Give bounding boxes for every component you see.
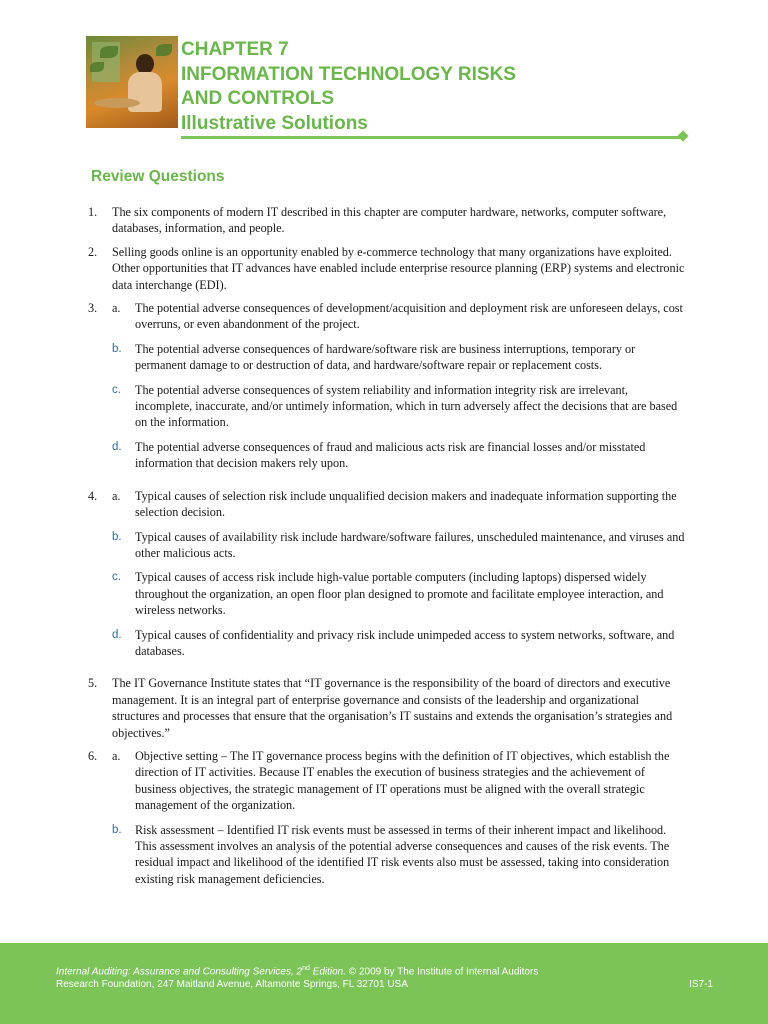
question-4 (88, 488, 688, 660)
copyright-text: © 2009 by The Institute of Internal Auditors (346, 966, 539, 978)
sub-text: Typical causes of selection risk include unqualified decision makers and inadequate information supporting the selection decision. (135, 488, 677, 520)
sub-text: Objective setting – The IT governance process begins with the definition of IT objectives, which establish the direction of IT activities. Because IT enables the execution of business strategies and the achievement of business objectives, the strategic management of IT operations must be aligned with the overall strategic management of the organization. (135, 748, 670, 813)
footer-citation (56, 965, 538, 977)
chapter-name-line-1: INFORMATION TECHNOLOGY RISKS (181, 63, 516, 85)
sub-text: The potential adverse consequences of fraud and malicious acts risk are financial losses and/or misstated information that decision makers rely upon. (135, 439, 646, 471)
chapter-subtitle: Illustrative Solutions (181, 112, 368, 134)
sub-label: b. (112, 530, 122, 543)
section-heading: Review Questions (91, 168, 225, 185)
question-3 (88, 300, 688, 472)
question-number: 5. (88, 676, 98, 691)
edition-word: Edition. (309, 966, 347, 978)
sub-label: b. (112, 823, 122, 836)
sub-answer (112, 822, 688, 888)
sub-label: a. (112, 488, 121, 503)
sub-label: a. (112, 748, 121, 763)
questions-list (88, 204, 688, 894)
sub-answer (112, 341, 688, 374)
sub-text: Risk assessment – Identified IT risk events must be assessed in terms of their inherent impact and likelihood. This assessment involves an analysis of the potential adverse consequences and causes of the risk events. The residual impact and likelihood of the identified IT risk events also must be assessed, taking into consideration existing risk management deficiencies. (135, 822, 670, 886)
sub-label: d. (112, 628, 122, 641)
sub-answer (112, 300, 688, 333)
sub-text: Typical causes of access risk include high-value portable computers (including laptops) dispersed widely throughout the organization, an open floor plan designed to promote and facilitate employee interaction, and wireless networks. (135, 570, 664, 618)
page-footer (0, 943, 768, 1024)
sub-text: The potential adverse consequences of development/acquisition and deployment risk are unforeseen delays, cost overruns, or even abandonment of the project. (135, 301, 683, 332)
sub-text: Typical causes of confidentiality and privacy risk include unimpeded access to system networks, software, and databases. (135, 627, 675, 658)
sub-answer (112, 569, 688, 618)
question-2 (88, 244, 688, 293)
chapter-title (181, 38, 516, 136)
sub-answer (112, 382, 688, 431)
sub-label: c. (112, 383, 121, 396)
header-divider (181, 136, 681, 139)
question-text: The IT Governance Institute states that “IT governance is the responsibility of the board of directors and executive management. It is an integral part of enterprise governance and consists of the leadership and organizational structures and processes that ensure that the organisation’s IT sustains and extends the organisation’s strategies and objectives.” (112, 676, 673, 740)
question-number: 4. (88, 488, 98, 503)
question-6 (88, 748, 688, 887)
question-text: The six components of modern IT described in this chapter are computer hardware, networks, computer software, databases, information, and people. (112, 205, 667, 236)
sub-text: The potential adverse consequences of hardware/software risk are business interruptions, temporary or permanent damage to or destruction of data, and hardware/software repair or replacement costs. (135, 341, 636, 373)
sub-answer (112, 439, 688, 472)
chapter-header-photo (86, 36, 178, 128)
question-number: 2. (88, 244, 98, 259)
question-number: 6. (88, 748, 98, 763)
sub-answer (112, 748, 688, 814)
sub-label: c. (112, 571, 121, 584)
question-number: 1. (88, 205, 98, 219)
sub-label: b. (112, 342, 122, 355)
page-number: IS7-1 (689, 979, 713, 990)
sub-text: Typical causes of availability risk include hardware/software failures, unscheduled maintenance, and viruses and other malicious acts. (135, 529, 685, 560)
question-number: 3. (88, 301, 98, 316)
sub-answer (112, 627, 688, 660)
sub-label: a. (112, 301, 121, 316)
edition-superscript: nd (302, 965, 310, 972)
chapter-name-line-2: AND CONTROLS (181, 88, 335, 109)
question-1 (88, 204, 688, 237)
question-text: Selling goods online is an opportunity enabled by e-commerce technology that many organizations have exploited. Other opportunities that IT advances have enabled include enterprise resource planning (ERP) systems and electronic data interchange (EDI). (112, 244, 685, 292)
question-5 (88, 675, 688, 741)
sub-text: The potential adverse consequences of system reliability and information integrity risk are irrelevant, incomplete, inaccurate, and/or untimely information, which in turn adversely affect the decisions that are based on the information. (135, 382, 678, 430)
sub-answer (112, 488, 688, 521)
sub-answer (112, 529, 688, 562)
chapter-number: CHAPTER 7 (181, 39, 289, 60)
book-title: Internal Auditing: Assurance and Consulting Services, 2 (56, 966, 303, 978)
footer-address: Research Foundation, 247 Maitland Avenue, Altamonte Springs, FL 32701 USA (56, 979, 408, 990)
sub-label: d. (112, 440, 122, 453)
header-divider-diamond (677, 130, 688, 141)
